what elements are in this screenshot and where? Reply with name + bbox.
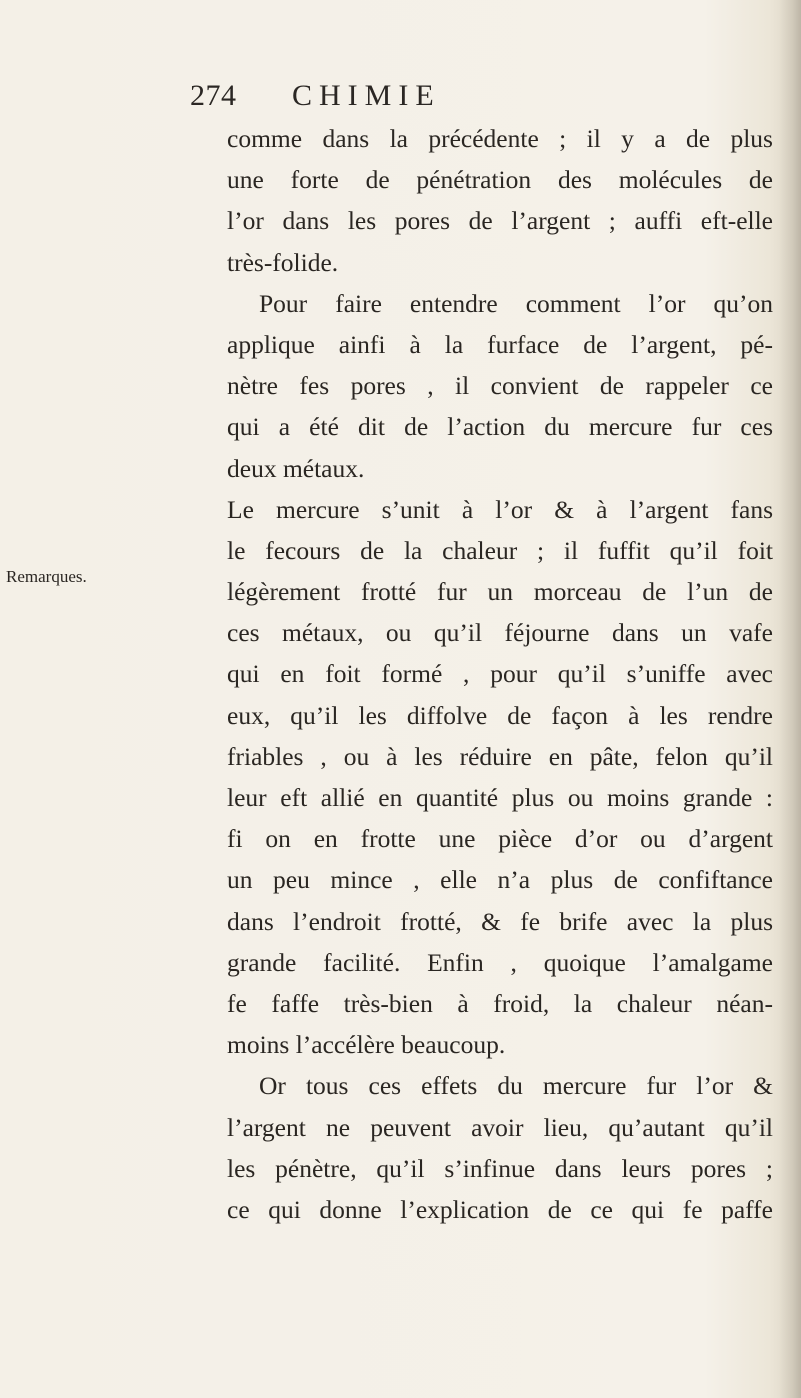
text-line: les pénètre, qu’il s’infinue dans leurs pores ;: [227, 1153, 773, 1183]
page-edge-shadow: [779, 0, 801, 1398]
text-line: dans l’endroit frotté, & fe brife avec la plus: [227, 906, 773, 936]
text-line: ce qui donne l’explication de ce qui fe paffe: [227, 1194, 773, 1224]
text-line: friables , ou à les réduire en pâte, felon qu’il: [227, 741, 773, 771]
text-line: fi on en frotte une pièce d’or ou d’argent: [227, 824, 773, 854]
text-line: Pour faire entendre comment l’or qu’on: [259, 288, 773, 318]
text-line: nètre fes pores , il convient de rappeler ce: [227, 371, 773, 401]
text-line: l’argent ne peuvent avoir lieu, qu’autant qu’il: [227, 1112, 773, 1142]
text-line: le fecours de la chaleur ; il fuffit qu’il foit: [227, 535, 773, 565]
text-line: leur eft allié en quantité plus ou moins grande :: [227, 783, 773, 812]
text-line: grande facilité. Enfin , quoique l’amalgame: [227, 947, 773, 977]
text-line: eux, qu’il les diffolve de façon à les rendre: [227, 700, 773, 730]
text-line: ces métaux, ou qu’il féjourne dans un vafe: [227, 618, 773, 648]
text-line: très-folide.: [227, 247, 339, 277]
margin-note: Remarques.: [6, 567, 87, 586]
text-line: Le mercure s’unit à l’or & à l’argent fans: [227, 494, 773, 524]
text-line: un peu mince , elle n’a plus de confiftance: [227, 865, 773, 895]
text-line: moins l’accélère beaucoup.: [227, 1030, 506, 1060]
text-line: une forte de pénétration des molécules de: [227, 165, 773, 195]
text-line: applique ainfi à la furface de l’argent, pé-: [227, 329, 773, 359]
text-line: l’or dans les pores de l’argent ; auffi eft-elle: [227, 206, 773, 236]
text-line: comme dans la précédente ; il y a de plus: [227, 124, 773, 153]
text-line: fe faffe très-bien à froid, la chaleur néan-: [227, 988, 773, 1018]
text-line: légèrement frotté fur un morceau de l’un de: [227, 577, 773, 607]
text-line: deux métaux.: [227, 453, 365, 483]
text-line: qui en foit formé , pour qu’il s’uniffe avec: [227, 659, 773, 689]
body-text: [227, 118, 773, 1230]
page-number: 274: [190, 79, 237, 112]
text-line: Or tous ces effets du mercure fur l’or &: [259, 1071, 773, 1101]
text-line: qui a été dit de l’action du mercure fur ces: [227, 412, 773, 442]
running-title: CHIMIE: [292, 79, 441, 112]
page-header: [190, 76, 790, 116]
